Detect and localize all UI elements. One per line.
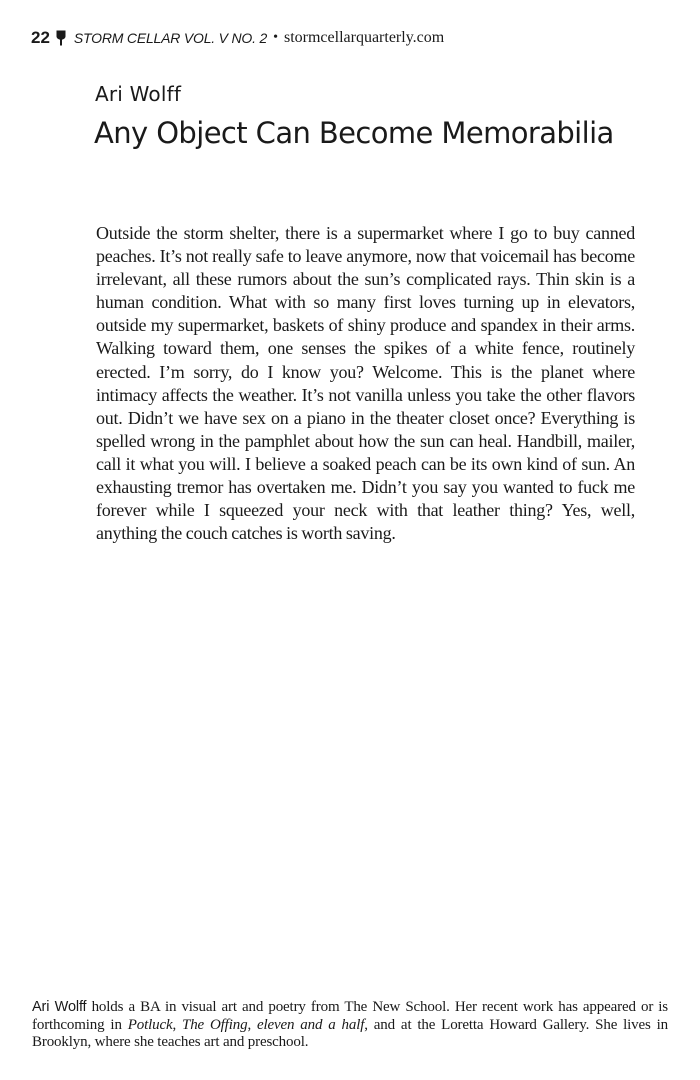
poem-title: Any Object Can Become Memorabilia bbox=[94, 116, 614, 150]
header-separator: • bbox=[273, 30, 278, 45]
bio-separator: , bbox=[247, 1016, 257, 1033]
bio-separator: , bbox=[172, 1016, 183, 1033]
journal-name: STORM CELLAR VOL. V NO. 2 bbox=[73, 30, 268, 46]
bio-publication: eleven and a half bbox=[256, 1016, 365, 1033]
bio-publication: Potluck bbox=[127, 1016, 173, 1033]
bio-publication: The Offing bbox=[182, 1016, 248, 1033]
running-header bbox=[31, 27, 444, 49]
contributor-bio bbox=[32, 999, 668, 1052]
bio-text: , and at the Loretta Howard Gallery. She lives in Brooklyn, where she teaches art and preschool. bbox=[32, 1016, 669, 1050]
bio-author-name: Ari Wolff bbox=[32, 999, 87, 1015]
poem-body: Outside the storm shelter, there is a supermarket where I go to buy canned peaches. It’s not really safe to leave anymore, now that voicemail has become irrelevant, all these rumors about the sun’s complicated rays. Thin skin is a human condition. What with so many first loves turning up in elevators, outside my supermarket, baskets of shiny produce and spandex in their arms. Walking toward them, one senses the spikes of a white fence, routinely erected. I’m sorry, do I know you? Welcome. This is the planet where intimacy affects the weather. It’s not vanilla unless you take the other flavors out. Didn’t we have sex on a piano in the theater closet once? Everything is spelled wrong in the pamphlet about how the sun can heal. Handbill, mailer, call it what you will. I believe a soaked peach can be its own kind of sun. An exhausting tremor has overtaken me. Didn’t you say you wanted to fuck me forever while I squeezed your neck with that leather thing? Yes, well, anything the couch catches is worth saving. bbox=[96, 223, 635, 544]
shovel-icon bbox=[56, 30, 66, 46]
page-number: 22 bbox=[31, 28, 50, 47]
poem-author: Ari Wolff bbox=[95, 82, 182, 106]
journal-website: stormcellarquarterly.com bbox=[283, 29, 445, 46]
bio-text: holds a BA in visual art and poetry from The New School. Her recent work has appeared or is forthcoming in bbox=[32, 999, 668, 1033]
